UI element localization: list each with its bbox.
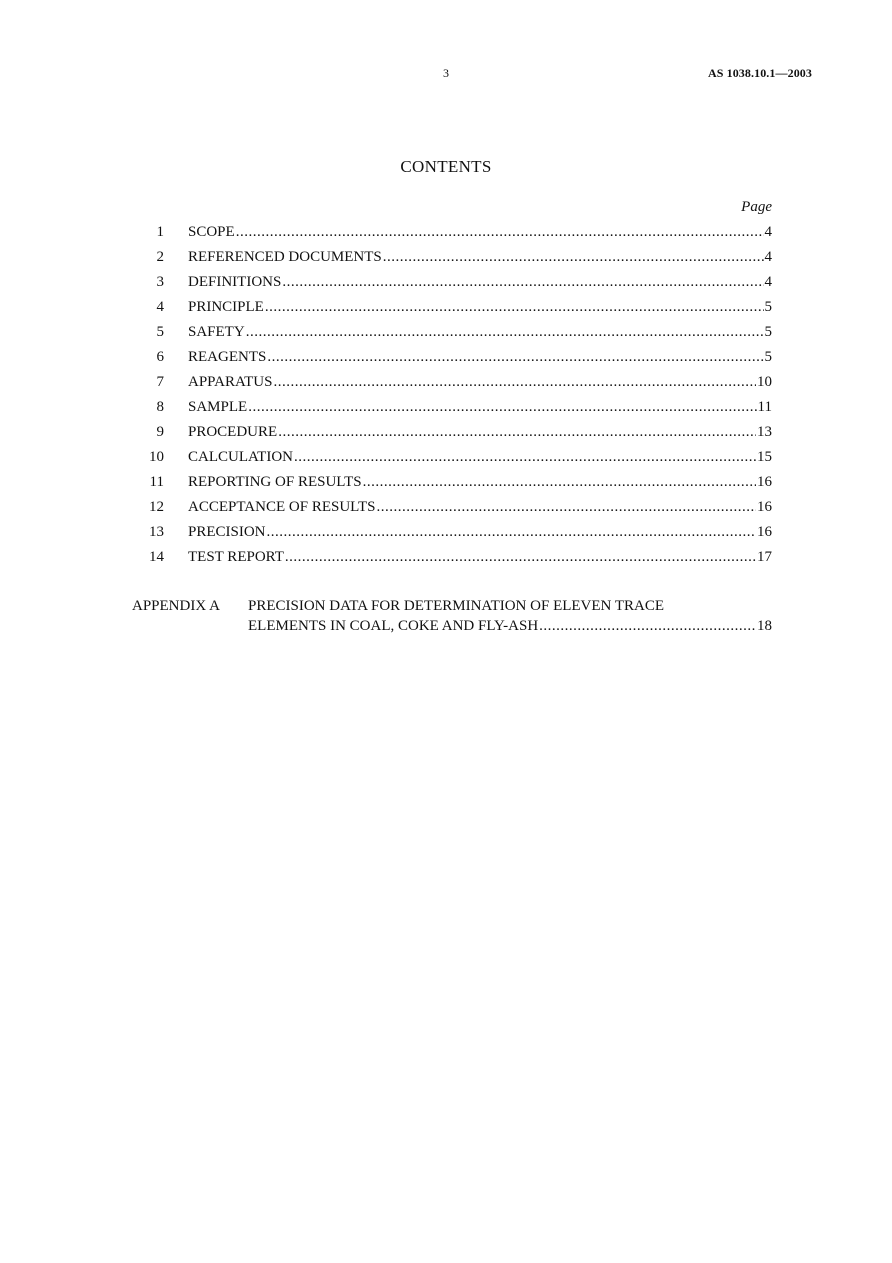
toc-entry[interactable] xyxy=(130,347,772,372)
toc-entry-number: 6 xyxy=(156,349,164,365)
toc-entry[interactable] xyxy=(130,422,772,447)
toc-entry-page: 16 xyxy=(757,524,772,540)
toc-entry-title: SAMPLE xyxy=(188,399,248,415)
toc-entry-title: REAGENTS xyxy=(188,349,267,365)
toc-entry-number: 9 xyxy=(156,424,164,440)
toc-entry-page: 16 xyxy=(757,474,772,490)
toc-dot-leader xyxy=(383,247,764,267)
toc-entry-page: 4 xyxy=(764,274,772,290)
toc-entry[interactable] xyxy=(130,447,772,472)
toc-dot-leader xyxy=(236,222,764,242)
toc-entry-page: 11 xyxy=(757,399,772,415)
toc-entry-title: SAFETY xyxy=(188,324,245,340)
toc-dot-leader xyxy=(363,472,756,492)
toc-entry[interactable] xyxy=(130,497,772,522)
toc-dot-leader xyxy=(267,522,756,542)
page-column-label: Page xyxy=(741,199,772,215)
toc-entry[interactable] xyxy=(130,222,772,247)
toc-entry-title: PRINCIPLE xyxy=(188,299,264,315)
toc-entry-number: 14 xyxy=(149,549,164,565)
toc-dot-leader xyxy=(246,322,764,342)
header-document-id: AS 1038.10.1—2003 xyxy=(707,66,812,80)
toc-entry-page: 5 xyxy=(764,349,772,365)
toc-entry-number: 10 xyxy=(149,449,164,465)
toc-entry-page: 5 xyxy=(764,324,772,340)
toc-entry-title: DEFINITIONS xyxy=(188,274,282,290)
toc-entry[interactable] xyxy=(130,322,772,347)
toc-entry[interactable] xyxy=(130,372,772,397)
appendix-title-line-1: PRECISION DATA FOR DETERMINATION OF ELEVEN TRACE xyxy=(248,598,665,614)
toc-entry-number: 4 xyxy=(156,299,164,315)
toc-entry-number: 12 xyxy=(149,499,164,515)
toc-dot-leader xyxy=(265,297,764,317)
toc-entry-page: 4 xyxy=(764,249,772,265)
toc-dot-leader xyxy=(278,422,756,442)
toc-entry-title: APPARATUS xyxy=(188,374,273,390)
toc-entry-title: REPORTING OF RESULTS xyxy=(188,474,362,490)
toc-entry-number: 5 xyxy=(156,324,164,340)
toc-entry[interactable] xyxy=(130,522,772,547)
toc-entry-title: SCOPE xyxy=(188,224,235,240)
table-of-contents xyxy=(130,222,772,572)
toc-dot-leader xyxy=(248,397,756,417)
toc-entry-title: CALCULATION xyxy=(188,449,293,465)
toc-dot-leader xyxy=(282,272,763,292)
toc-entry-title: TEST REPORT xyxy=(188,549,284,565)
toc-dot-leader xyxy=(294,447,756,467)
contents-title: CONTENTS xyxy=(400,157,492,176)
toc-appendix-entry[interactable] xyxy=(132,596,772,636)
toc-entry-number: 7 xyxy=(156,374,164,390)
toc-entry[interactable] xyxy=(130,547,772,572)
toc-entry-page: 13 xyxy=(757,424,772,440)
appendix-label: APPENDIX A xyxy=(132,598,220,614)
appendix-page: 18 xyxy=(757,618,772,634)
toc-entry-number: 11 xyxy=(149,474,164,490)
toc-entry-number: 3 xyxy=(156,274,164,290)
toc-entry-page: 15 xyxy=(757,449,772,465)
toc-entry-page: 17 xyxy=(757,549,772,565)
toc-entry[interactable] xyxy=(130,297,772,322)
toc-entry-number: 2 xyxy=(156,249,164,265)
toc-entry[interactable] xyxy=(130,397,772,422)
toc-entry[interactable] xyxy=(130,272,772,297)
toc-entry-number: 13 xyxy=(149,524,164,540)
toc-dot-leader xyxy=(274,372,757,392)
toc-entry-page: 10 xyxy=(757,374,772,390)
header-page-number: 3 xyxy=(443,66,449,80)
toc-entry[interactable] xyxy=(130,472,772,497)
toc-entry-title: REFERENCED DOCUMENTS xyxy=(188,249,382,265)
toc-entry[interactable] xyxy=(130,247,772,272)
appendix-title-line-2: ELEMENTS IN COAL, COKE AND FLY-ASH xyxy=(248,618,539,634)
toc-entry-title: PROCEDURE xyxy=(188,424,278,440)
toc-dot-leader xyxy=(539,616,756,636)
toc-entry-page: 5 xyxy=(764,299,772,315)
toc-dot-leader xyxy=(285,547,756,567)
toc-entry-number: 8 xyxy=(156,399,164,415)
toc-entry-title: ACCEPTANCE OF RESULTS xyxy=(188,499,376,515)
toc-entry-number: 1 xyxy=(156,224,164,240)
toc-entry-page: 16 xyxy=(757,499,772,515)
toc-dot-leader xyxy=(267,347,763,367)
toc-entry-title: PRECISION xyxy=(188,524,266,540)
toc-dot-leader xyxy=(376,497,756,517)
toc-entry-page: 4 xyxy=(764,224,772,240)
